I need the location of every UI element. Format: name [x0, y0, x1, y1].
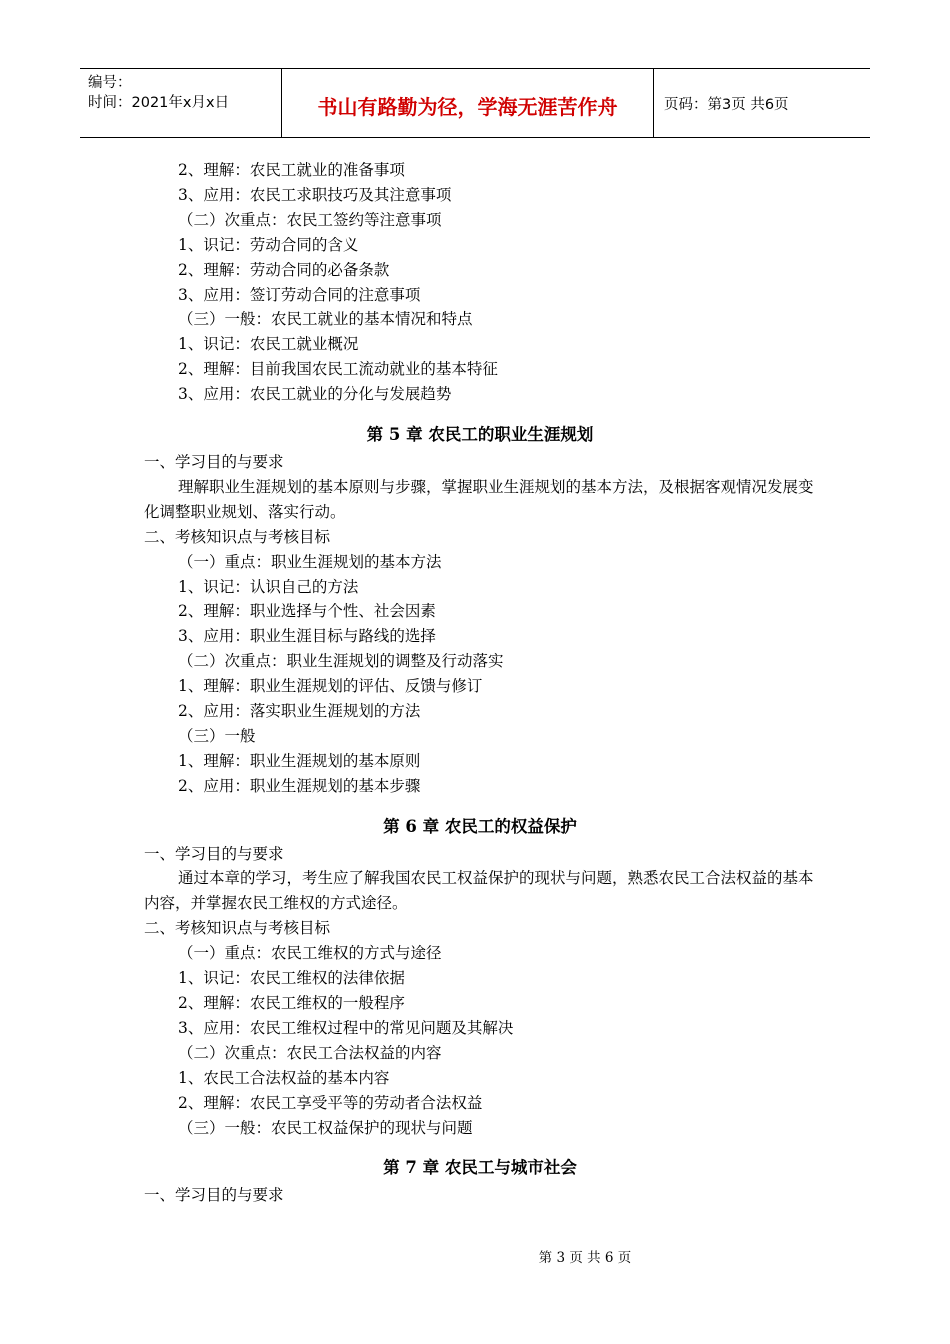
- chapter5-heading-1: 一、学习目的与要求: [144, 452, 284, 471]
- header-page-label: 页码：第3页 共6页: [664, 96, 789, 113]
- header-motto: 书山有路勤为径，学海无涯苦作舟: [282, 69, 654, 137]
- chapter7-title: 第 7 章 农民工与城市社会: [383, 1158, 577, 1178]
- list-item: （三）一般：农民工权益保护的现状与问题: [178, 1118, 473, 1137]
- chapter6-title: 第 6 章 农民工的权益保护: [383, 816, 577, 836]
- chapter5-paragraph: 理解职业生涯规划的基本原则与步骤，掌握职业生涯规划的基本方法，及根据客观情况发展变化调整职业规划、落实行动。: [144, 477, 814, 521]
- list-item: 1、识记：农民工就业概况: [178, 335, 359, 354]
- list-item: 1、识记：认识自己的方法: [178, 577, 359, 596]
- list-item: （二）次重点：农民工签约等注意事项: [178, 210, 442, 229]
- list-item: 3、应用：农民工维权过程中的常见问题及其解决: [178, 1018, 514, 1037]
- chapter5-heading-2: 二、考核知识点与考核目标: [144, 527, 331, 546]
- list-item: （一）重点：农民工维权的方式与途径: [178, 944, 442, 963]
- list-item: 1、理解：职业生涯规划的基本原则: [178, 751, 421, 770]
- list-item: 2、理解：农民工享受平等的劳动者合法权益: [178, 1093, 483, 1112]
- list-item: 2、理解：农民工就业的准备事项: [178, 161, 405, 179]
- list-item: 3、应用：农民工就业的分化与发展趋势: [178, 385, 452, 404]
- page-header: [80, 68, 870, 138]
- list-item: 3、应用：职业生涯目标与路线的选择: [178, 627, 436, 646]
- chapter6-paragraph: 通过本章的学习，考生应了解我国农民工权益保护的现状与问题，熟悉农民工合法权益的基本内容，并掌握农民工维权的方式途径。: [144, 869, 814, 913]
- page-footer: 第 3 页 共 6 页: [538, 1250, 632, 1266]
- list-item: （三）一般：农民工就业的基本情况和特点: [178, 310, 473, 329]
- list-item: 2、理解：农民工维权的一般程序: [178, 994, 405, 1012]
- header-meta: [80, 69, 282, 137]
- list-item: （二）次重点：职业生涯规划的调整及行动落实: [178, 652, 504, 671]
- list-item: 3、应用：农民工求职技巧及其注意事项: [178, 185, 452, 204]
- list-item: 1、识记：劳动合同的含义: [178, 235, 359, 254]
- serial-label: 编号：: [88, 75, 132, 91]
- date-label: 时间：2021年x月x日: [88, 95, 230, 111]
- chapter6-heading-1: 一、学习目的与要求: [144, 844, 284, 863]
- list-item: 2、应用：职业生涯规划的基本步骤: [178, 776, 421, 795]
- chapter7-heading-1: 一、学习目的与要求: [144, 1186, 284, 1205]
- chapter6-heading-2: 二、考核知识点与考核目标: [144, 919, 331, 938]
- list-item: 2、理解：目前我国农民工流动就业的基本特征: [178, 360, 498, 379]
- list-item: 3、应用：签订劳动合同的注意事项: [178, 285, 421, 304]
- document-body: [144, 158, 816, 1208]
- list-item: （一）重点：职业生涯规划的基本方法: [178, 552, 442, 571]
- list-item: 2、理解：职业选择与个性、社会因素: [178, 602, 436, 621]
- list-item: 1、识记：农民工维权的法律依据: [178, 969, 405, 988]
- chapter5-title: 第 5 章 农民工的职业生涯规划: [366, 425, 594, 445]
- list-item: 1、理解：职业生涯规划的评估、反馈与修订: [178, 677, 483, 696]
- list-item: （三）一般: [178, 726, 256, 745]
- list-item: 2、应用：落实职业生涯规划的方法: [178, 702, 421, 721]
- list-item: （二）次重点：农民工合法权益的内容: [178, 1043, 442, 1062]
- list-item: 1、农民工合法权益的基本内容: [178, 1068, 390, 1087]
- list-item: 2、理解：劳动合同的必备条款: [178, 260, 390, 279]
